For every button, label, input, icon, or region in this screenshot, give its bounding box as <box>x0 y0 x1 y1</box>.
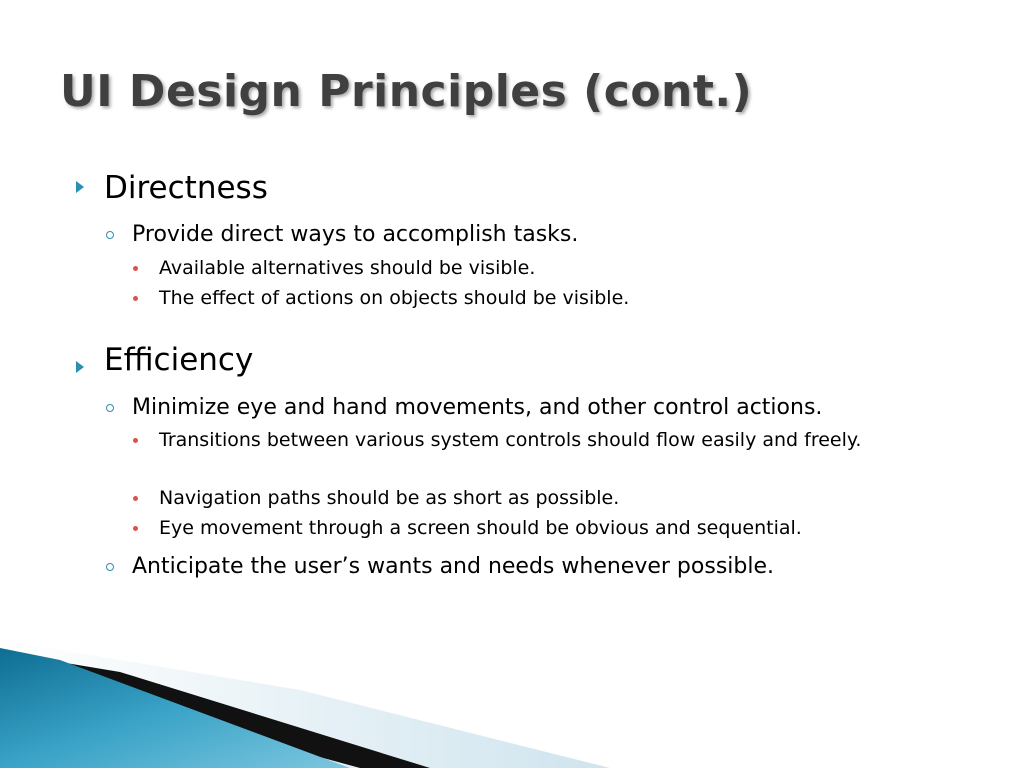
list-item: Transitions between various system controls should flow easily and freely. <box>159 429 862 451</box>
list-item: The effect of actions on objects should be visible. <box>159 287 630 309</box>
list-item: Navigation paths should be as short as possible. <box>159 487 620 509</box>
list-item: Provide direct ways to accomplish tasks. <box>132 222 579 247</box>
slide-title: UI Design Principles (cont.) <box>60 66 753 117</box>
section-heading-efficiency: Efficiency <box>104 342 254 378</box>
list-item: Eye movement through a screen should be obvious and sequential. <box>159 517 802 539</box>
section-heading-directness: Directness <box>104 170 268 206</box>
list-item: Minimize eye and hand movements, and other control actions. <box>132 395 823 420</box>
list-item: Anticipate the user’s wants and needs whenever possible. <box>132 554 774 579</box>
list-item: Available alternatives should be visible. <box>159 257 536 279</box>
